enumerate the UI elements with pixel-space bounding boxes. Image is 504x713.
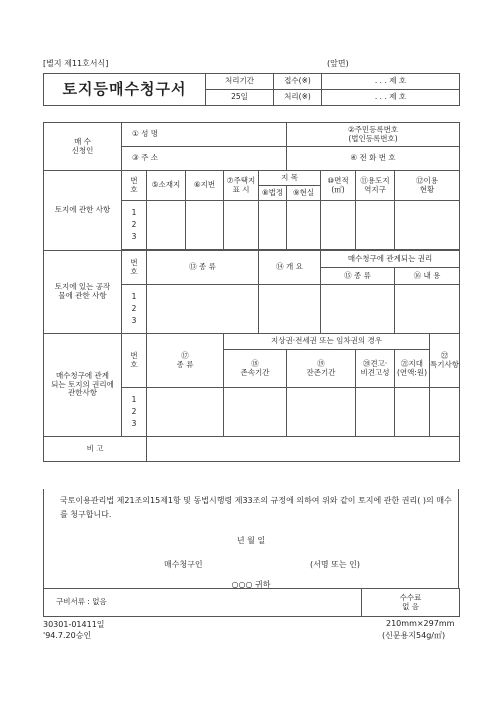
land-cell[interactable] — [224, 201, 259, 250]
approval-date: '94.7.20승인 — [43, 631, 92, 640]
land-section-label: 토지에 관한 사항 — [44, 171, 122, 251]
registration-number-field[interactable]: ②주민등록번호 (법인등록번호) — [287, 123, 460, 147]
land-cell[interactable] — [395, 201, 460, 250]
works-col-no: 번 호 — [122, 251, 147, 285]
reception-label: 접수(※) — [274, 74, 322, 90]
fee: 수수료 없 음 — [362, 589, 460, 617]
land-col-mark: ⑦주택지 표 시 — [224, 171, 259, 201]
works-col-kind: ⑬ 종 류 — [147, 251, 259, 285]
page-title: 토지등매수청구서 — [44, 74, 206, 106]
page-side: (앞면) — [327, 59, 349, 68]
rights-row-numbers: 1 2 3 — [122, 388, 147, 437]
land-col-location: ⑤소재지 — [147, 171, 186, 201]
land-col-area: ⑩면적 (㎡) — [321, 171, 356, 201]
remarks-field[interactable] — [147, 437, 460, 462]
processing-date: . . . 제 호 — [322, 90, 460, 106]
rights-cell[interactable] — [147, 388, 224, 437]
main-form-table — [43, 122, 460, 462]
form-number: [별지 제11호서식] — [43, 59, 109, 68]
rights-cell[interactable] — [287, 388, 356, 437]
paper-type: (신문용지54g/㎡) — [382, 631, 446, 640]
title-table — [43, 73, 460, 106]
processing-label: 처리(※) — [274, 90, 322, 106]
works-col-rights-kind: ⑮ 종 류 — [321, 268, 395, 285]
works-cell[interactable] — [321, 285, 395, 334]
rights-cell[interactable] — [430, 388, 460, 437]
rights-cell[interactable] — [395, 388, 430, 437]
land-cell[interactable] — [147, 201, 186, 250]
processing-period-label: 처리기간 — [206, 74, 274, 90]
works-col-rights-content: ⑯ 내 용 — [395, 268, 460, 285]
works-rights-header: 매수청구에 관계되는 권리 — [321, 251, 460, 268]
rights-lease-header: 지상권·전세권 또는 임차권의 경우 — [224, 334, 430, 350]
works-cell[interactable] — [147, 285, 259, 334]
reception-date: . . . 제 호 — [322, 74, 460, 90]
land-cell[interactable] — [287, 201, 321, 250]
land-cell[interactable] — [321, 201, 356, 250]
land-cell[interactable] — [356, 201, 395, 250]
works-cell[interactable] — [395, 285, 460, 334]
rights-section-label: 매수청구에 관계 되는 토지의 권리에 관한사항 — [44, 334, 122, 437]
rights-col-rent: ㉑지대 (연액:원) — [395, 350, 430, 388]
rights-cell[interactable] — [224, 388, 287, 437]
date-line: 년 월 일 — [236, 536, 266, 545]
rights-col-kind: ⑰ 종 류 — [147, 334, 224, 388]
land-col-legal: ⑧법정 — [259, 186, 287, 201]
documents-table — [43, 588, 460, 617]
works-cell[interactable] — [259, 285, 321, 334]
rights-col-special: ㉒ 특기사항 — [430, 334, 460, 388]
applicant-label: 매 수 신청인 — [44, 123, 122, 171]
addressee: ○○○ 귀하 — [231, 580, 271, 589]
rights-col-elapsed: ⑲ 잔존기간 — [287, 350, 356, 388]
address-field[interactable]: ③ 주 소 — [122, 147, 287, 171]
paper-size: 210mm×297mm — [386, 619, 455, 628]
declaration-box — [43, 489, 459, 589]
declaration-text: 국토이용관리법 제21조의15제1항 및 동법시행령 제33조의 규정에 의하여 위와 같이 토지에 관한 권리( )의 매수를 청구합니다. — [60, 496, 452, 519]
remarks-label: 비 고 — [44, 437, 147, 462]
land-col-no: 번 호 — [122, 171, 147, 201]
works-section-label: 토지에 있는 공작 물에 관한 사항 — [44, 251, 122, 334]
processing-period-value: 25일 — [206, 90, 274, 106]
works-col-outline: ⑭ 개 요 — [259, 251, 321, 285]
land-col-lot: ⑥지번 — [186, 171, 224, 201]
land-col-actual: ⑨현실 — [287, 186, 321, 201]
rights-col-no: 번 호 — [122, 334, 147, 388]
land-col-use: ⑫이용 현황 — [395, 171, 460, 201]
claimant-label: 매수청구인 — [164, 560, 203, 569]
land-col-category: 지 목 — [259, 171, 321, 186]
rights-col-duration: ⑱ 존속기간 — [224, 350, 287, 388]
land-cell[interactable] — [259, 201, 287, 250]
land-cell[interactable] — [186, 201, 224, 250]
rights-col-building: ⑳견고· 비견고성 — [356, 350, 395, 388]
name-field[interactable]: ① 성 명 — [122, 123, 287, 147]
rights-cell[interactable] — [356, 388, 395, 437]
land-col-zone: ⑪용도지 역지구 — [356, 171, 395, 201]
works-row-numbers: 1 2 3 — [122, 285, 147, 334]
phone-field[interactable]: ④ 전 화 번 호 — [287, 147, 460, 171]
land-row-numbers: 1 2 3 — [122, 201, 147, 250]
form-code: 30301-01411일 — [43, 620, 105, 629]
signature-label: (서명 또는 인) — [310, 560, 360, 569]
required-documents: 구비서류 : 없음 — [44, 589, 362, 617]
